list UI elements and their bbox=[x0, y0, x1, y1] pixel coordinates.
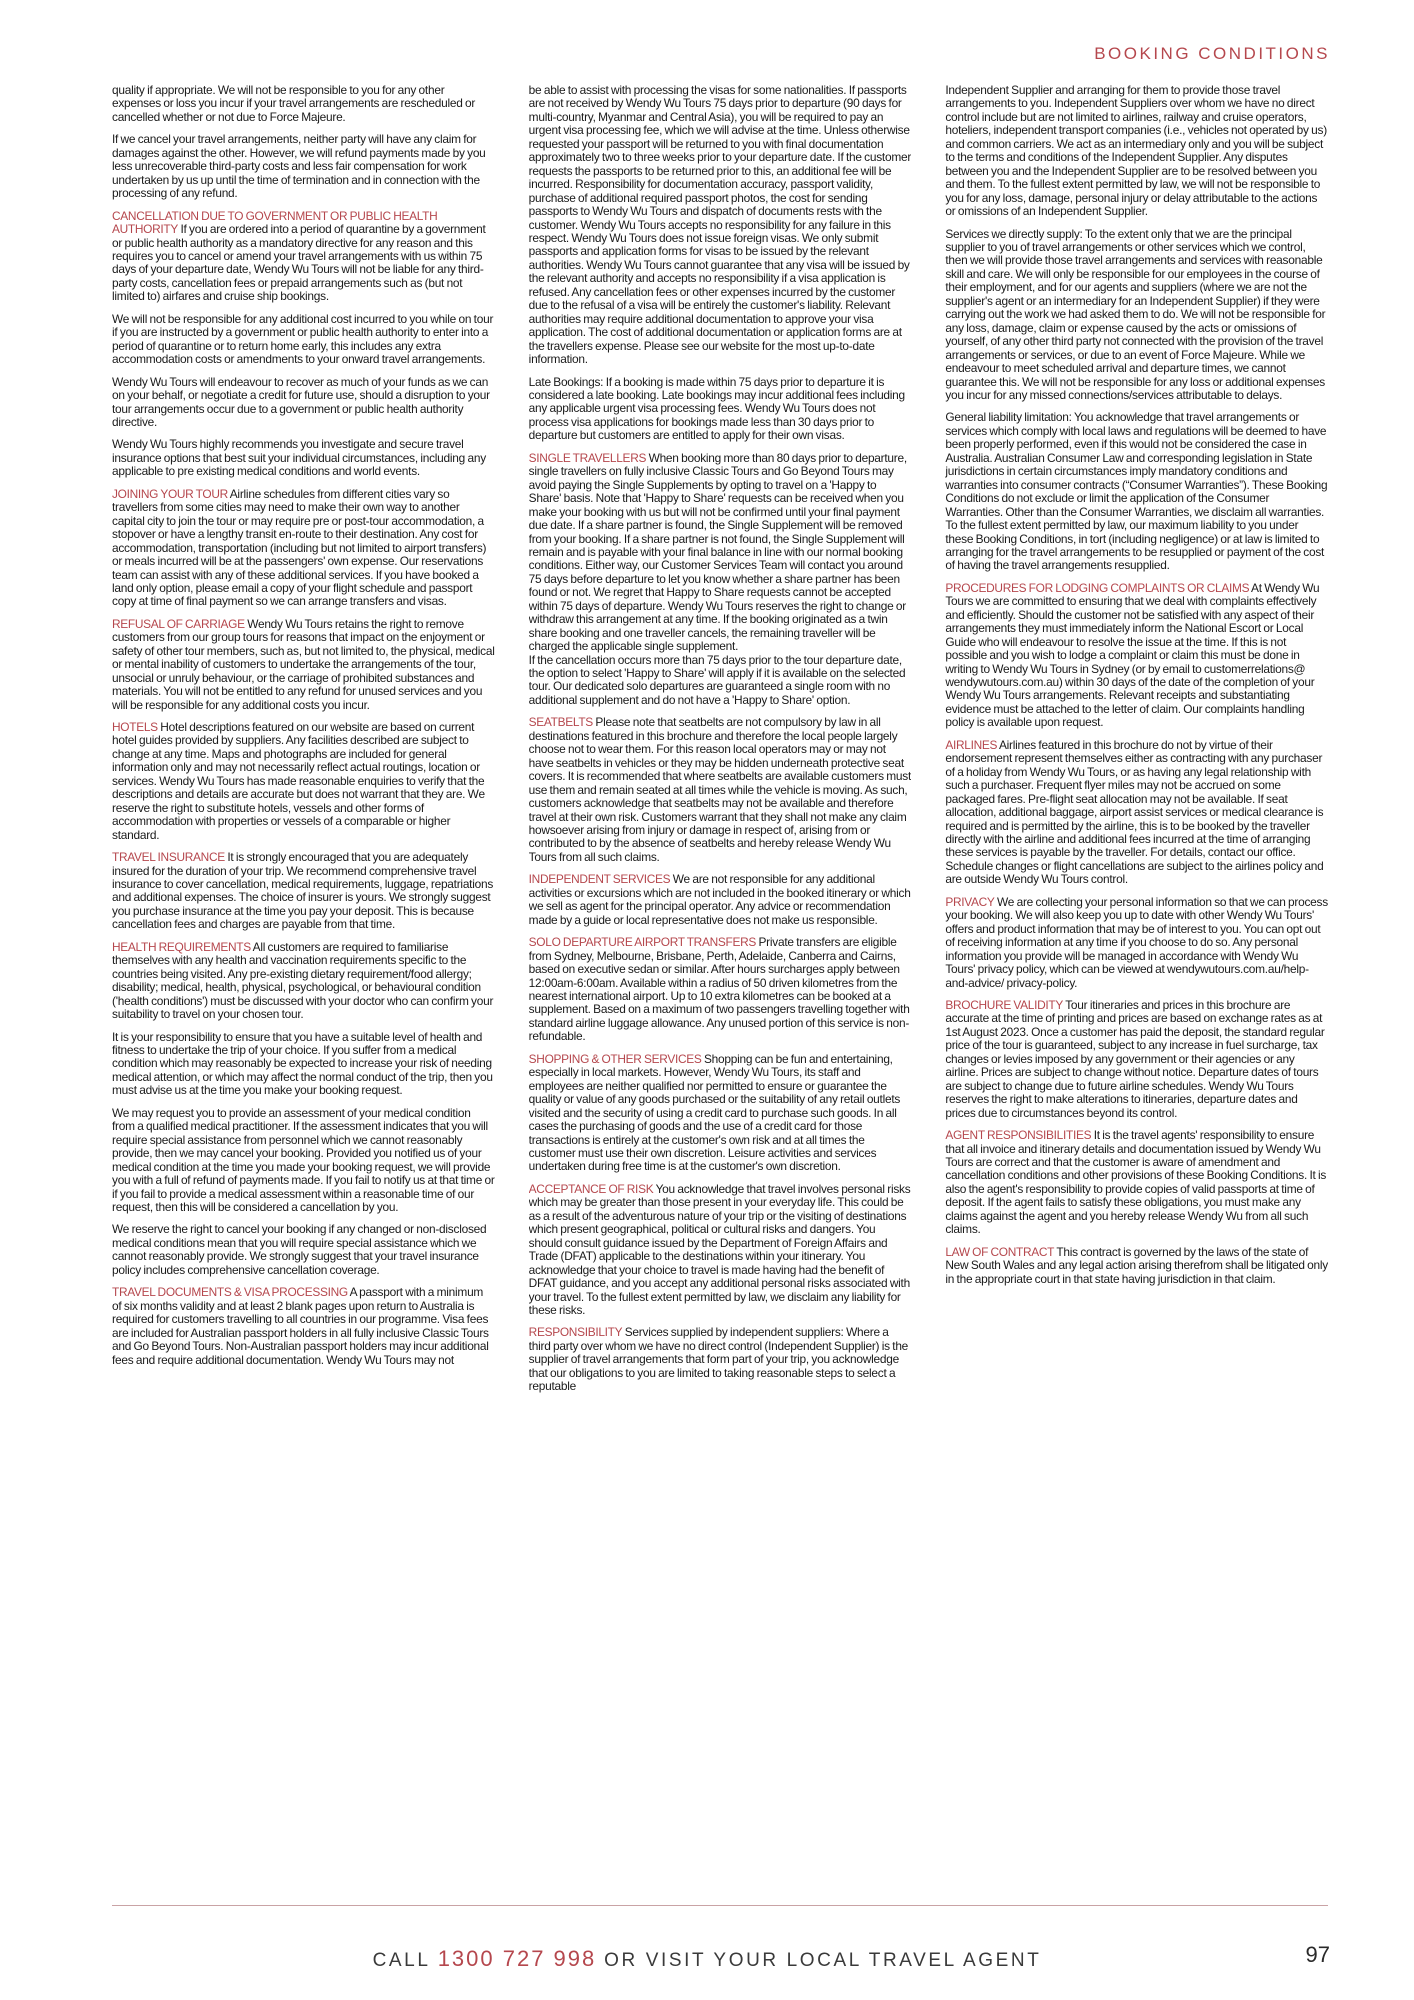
clause-body: Wendy Wu Tours will endeavour to recover as much of your funds as we can on your behalf, or negotiate a credit for future use, should a disruption to your tour arrangements occur due to a government or public health authority directive. bbox=[112, 374, 490, 429]
body-paragraph bbox=[529, 376, 912, 443]
booking-conditions-columns bbox=[112, 84, 1328, 1864]
body-paragraph bbox=[112, 1223, 495, 1277]
clause-paragraph bbox=[529, 452, 912, 654]
clause-paragraph bbox=[529, 716, 912, 864]
clause-heading: SEATBELTS bbox=[528, 715, 593, 730]
clause-heading: AIRLINES bbox=[945, 737, 998, 752]
clause-body: If we cancel your travel arrangements, neither party will have any claim for damages against the other. However, we will refund payments made by you less unrecoverable third-party costs and less fair compensation for work undertaken by us up until the time of termination and in connection with the processing of any refund. bbox=[112, 132, 486, 201]
clause-heading: REFUSAL OF CARRIAGE bbox=[112, 616, 245, 631]
clause-heading: ACCEPTANCE OF RISK bbox=[528, 1181, 654, 1196]
clause-paragraph bbox=[112, 488, 495, 609]
clause-paragraph bbox=[112, 210, 495, 304]
clause-heading: PROCEDURES FOR LODGING COMPLAINTS OR CLAIMS bbox=[945, 580, 1250, 595]
clause-body: be able to assist with processing the visas for some nationalities. If passports are not received by Wendy Wu Tours 75 days prior to departure (90 days for multi-country, Myanmar and Central Asia), you will be required to pay an urgent visa processing fee, which we will advise at the time. Unless otherwise requested your passport will be returned to you with final documentation approximately two to three weeks prior to your departure date. If the customer requests the passports to be returned prior to this, an additional fee will be incurred. Responsibility for documentation accuracy, passport validity, purchase of additional required passport photos, the cost for sending passports to Wendy Wu Tours and dispatch of documents rests with the customer. Wendy Wu Tours accepts no responsibility for any failure in this respect. Wendy Wu Tours does not issue foreign visas. We only submit passports and application forms for visas to be issued by the relevant authorities. Wendy Wu Tours cannot guarantee that any visa will be issued by the relevant authority and accepts no responsibility if a visa application is refused. Any cancellation fees or other expenses incurred by the customer due to the refusal of a visa will be entirely the customer's liability. Relevant authorities may require additional documentation to approve your visa application. The cost of additional documentation or application forms are at the travellers expense. Please see our website for the most up-to-date information. bbox=[528, 84, 912, 367]
clause-body: You acknowledge that travel involves personal risks which may be greater than those present in your everyday life. This could be as a result of the adventurous nature of your trip or the visiting of destinations which present geographical, political or cultural risks and dangers. You should consult guidance issued by the Department of Foreign Affairs and Trade (DFAT) applicable to the destinations within your itinerary. You acknowledge that your choice to travel is made having had the benefit of DFAT guidance, and you accept any additional personal risks associated with your travel. To the fullest extent permitted by law, we disclaim any liability for these risks. bbox=[528, 1181, 911, 1317]
clause-heading: AGENT RESPONSIBILITIES bbox=[945, 1128, 1092, 1143]
clause-body: Independent Supplier and arranging for them to provide those travel arrangements to you. Independent Suppliers over whom we have no direct control include but are not limited to airlines, railway and cruise operators, hoteliers, independent transport companies (i.e., vehicles not operated by us) and common carriers. We act as an intermediary only and you will be subject to the terms and conditions of the Independent Supplier. Any disputes between you and the Independent Supplier are to be resolved between you and them. To the fullest extent permitted by law, we will not be responsible to you for any loss, damage, personal injury or delay attributable to the actions or omissions of an Independent Supplier. bbox=[945, 84, 1327, 219]
clause-body: Services supplied by independent suppliers: Where a third party over whom we have no direct control (Independent Supplier) is the supplier of travel arrangements that form part of your trip, you acknowledge that our obligations to you are limited to taking reasonable steps to select a reputable bbox=[528, 1325, 909, 1394]
clause-body: It is strongly encouraged that you are adequately insured for the duration of your trip. We recommend comprehensive travel insurance to cover cancellation, medical requirements, luggage, repatriations and additional expenses. The choice of insurer is yours. We strongly suggest you purchase insurance at the time you pay your deposit. This is because cancellation fees and charges are payable from that time. bbox=[112, 850, 494, 932]
page-number: 97 bbox=[1305, 1942, 1330, 1967]
clause-body: All customers are required to familiarise themselves with any health and vaccination requirements specific to the countries being visited. Any pre-existing dietary requirement/food allergy; disability; medical, health, physical, psychological, or behavioural condition ('health conditions') must be discussed with your doctor who can confirm your suitability to travel on your chosen tour. bbox=[112, 939, 494, 1022]
section-title: BOOKING CONDITIONS bbox=[1094, 44, 1330, 63]
clause-paragraph bbox=[529, 873, 912, 927]
body-paragraph bbox=[945, 84, 1328, 219]
body-paragraph bbox=[529, 654, 912, 708]
clause-body: When booking more than 80 days prior to departure, single travellers on fully inclusive Classic Tours and Go Beyond Tours may avoid paying the Single Supplements by opting to travel on a 'Happy to Share' basis. Note that 'Happy to Share' requests can be received when you make your booking with us but will not be confirmed until your final payment due date. If a share partner is found, the Single Supplement will be removed from your booking. If a share partner is not found, the Single Supplement will remain and is payable with your final balance in line with our normal booking conditions. Either way, our Customer Services Team will contact you around 75 days before departure to let you know whether a share partner has been found or not. We regret that Happy to Share requests cannot be accepted within 75 days of departure. Wendy Wu Tours reserves the right to change or withdraw this arrangement at any time. If the booking originated as a twin share booking and one traveller cancels, the remaining traveller will be charged the applicable single supplement. bbox=[528, 450, 907, 654]
clause-paragraph bbox=[945, 739, 1328, 887]
clause-paragraph bbox=[529, 936, 912, 1044]
clause-heading: HOTELS bbox=[112, 720, 158, 735]
clause-paragraph bbox=[945, 896, 1328, 990]
phone-number[interactable]: 1300 727 998 bbox=[437, 1946, 597, 1971]
clause-body: Hotel descriptions featured on our website are based on current hotel guides provided by suppliers. Any facilities described are subject to change at any time. Maps and photographs are included for general information only and may not necessarily reflect actual routings, location or services. Wendy Wu Tours has made reasonable enquiries to verify that the descriptions and details are accurate but does not warrant that they are. We reserve the right to substitute hotels, vessels and other forms of accommodation with properties or vessels of a comparable or higher standard. bbox=[112, 720, 485, 842]
body-paragraph bbox=[112, 313, 495, 367]
clause-body: A passport with a minimum of six months validity and at least 2 blank pages upon return to Australia is required for customers travelling to all countries in our programme. Visa fees are included for Australian passport holders in all fully inclusive Classic Tours and Go Beyond Tours. Non-Australian passport holders may incur additional fees and require additional documentation. Wendy Wu Tours may not bbox=[112, 1285, 489, 1367]
clause-body: quality if appropriate. We will not be responsible to you for any other expenses or loss you incur if your travel arrangements are rescheduled or cancelled whether or not due to Force Majeure. bbox=[112, 84, 476, 124]
clause-paragraph bbox=[112, 941, 495, 1022]
footer-contact-line bbox=[0, 1946, 1414, 1972]
clause-body: We are not responsible for any additional activities or excursions which are not included in the booked itinerary or which we sell as agent for the principal operator. Any advice or recommendation made by a guide or local representative does not make us responsible. bbox=[528, 872, 911, 927]
body-paragraph bbox=[112, 438, 495, 478]
clause-body: We may request you to provide an assessment of your medical condition from a qualified medical practitioner. If the assessment indicates that you will require special assistance from personnel which we cannot reasonably provide, then we may cancel your booking. Provided you notified us of your medical condition at the time you made your booking request, we will provide you with a full of refund of payments made. If you fail to notify us at that time or if you fail to provide a medical assessment within a reasonable time of our request, then this will be considered a cancellation by you. bbox=[112, 1105, 495, 1214]
body-paragraph bbox=[945, 411, 1328, 572]
clause-body: It is the travel agents' responsibility to ensure that all invoice and itinerary details and documentation issued by Wendy Wu Tours are correct and that the customer is aware of amendment and cancellation conditions and other provisions of these Booking Conditions. It is also the agent's responsibility to provide copies of valid passports at time of deposit. If the agent fails to satisfy these obligations, you must make any claims against the agent and you hereby release Wendy Wu from all such claims. bbox=[945, 1128, 1327, 1237]
body-paragraph bbox=[112, 1107, 495, 1215]
clause-paragraph bbox=[529, 1183, 912, 1318]
clause-paragraph bbox=[945, 999, 1328, 1120]
clause-paragraph bbox=[112, 721, 495, 842]
clause-paragraph bbox=[112, 1286, 495, 1367]
clause-body: Late Bookings: If a booking is made within 75 days prior to departure it is considered a late booking. Late bookings may incur additional fees including any applicable urgent visa processing fees. Wendy Wu Tours does not process visa applications for bookings made less than 30 days prior to departure but customers are entitled to apply for their own visas. bbox=[528, 374, 905, 443]
body-paragraph bbox=[945, 228, 1328, 403]
clause-body: Wendy Wu Tours retains the right to remove customers from our group tours for reasons that impact on the enjoyment or safety of other tour members, such as, but not limited to, the physical, medical or mental inability of customers to undertake the arrangements of the tour, unsocial or unruly behaviour, or the carriage of prohibited substances and materials. You will not be entitled to any refund for unused services and you will be responsible for any additional costs you incur. bbox=[112, 616, 495, 712]
clause-paragraph bbox=[529, 1053, 912, 1174]
clause-paragraph bbox=[112, 851, 495, 932]
body-paragraph bbox=[529, 84, 912, 367]
body-paragraph bbox=[112, 84, 495, 124]
clause-paragraph bbox=[945, 1129, 1328, 1237]
clause-body: Wendy Wu Tours highly recommends you investigate and secure travel insurance options that best suit your individual circumstances, including any applicable to pre existing medical conditions and world events. bbox=[112, 437, 486, 479]
visit-agent-label: OR VISIT YOUR LOCAL TRAVEL AGENT bbox=[604, 1950, 1042, 1971]
footer-divider bbox=[112, 1905, 1328, 1906]
text-column-2 bbox=[529, 84, 912, 1864]
clause-heading: RESPONSIBILITY bbox=[528, 1325, 623, 1340]
clause-paragraph bbox=[945, 1246, 1328, 1286]
clause-heading: TRAVEL DOCUMENTS & VISA PROCESSING bbox=[112, 1285, 348, 1300]
clause-paragraph bbox=[945, 582, 1328, 730]
clause-paragraph bbox=[112, 618, 495, 712]
clause-heading: TRAVEL INSURANCE bbox=[112, 850, 225, 865]
clause-paragraph bbox=[529, 1326, 912, 1393]
clause-heading: INDEPENDENT SERVICES bbox=[528, 872, 671, 887]
clause-body: We will not be responsible for any additional cost incurred to you while on tour if you are instructed by a government or public health authority to enter into a period of quarantine or to return home early, this includes any extra accommodation costs or amendments to your onward travel arrangements. bbox=[112, 311, 494, 367]
clause-body: General liability limitation: You acknowledge that travel arrangements or services which comply with local laws and regulations will be deemed to have been properly performed, even if this would not be considered the case in Australia. Australian Consumer Law and corresponding legislation in State jurisdictions in certain circumstances imply mandatory conditions and warranties into consumer contracts (“Consumer Warranties”). These Booking Conditions do not exclude or limit the application of the Consumer Warranties. Other than the Consumer Warranties, we disclaim all warranties. To the fullest extent permitted by law, our maximum liability to you under these Booking Conditions, in tort (including negligence) or at law is limited to arranging for the travel arrangements to be resupplied or payment of the cost of having the travel arrangements resupplied. bbox=[945, 410, 1328, 573]
clause-heading: SOLO DEPARTURE AIRPORT TRANSFERS bbox=[528, 935, 757, 950]
clause-body: At Wendy Wu Tours we are committed to ensuring that we deal with complaints effectively and efficiently. Should the customer not be satisfied with any aspect of their arrangements they must immediately inform the National Escort or Local Guide who will endeavour to resolve the issue at the time. If this is not possible and you wish to lodge a complaint or claim this must be done in writing to Wendy Wu Tours in Sydney (or by email to customerrelations@ wendywutours.com.au) within 30 days of the date of the completion of your Wendy Wu Tours arrangements. Relevant receipts and substantiating evidence must be attached to the letter of claim. Our complaints handling policy is available upon request. bbox=[945, 580, 1320, 730]
call-label: CALL bbox=[372, 1950, 430, 1971]
clause-body: This contract is governed by the laws of the state of New South Wales and any legal action arising therefrom shall be litigated only in the appropriate court in that state having jurisdiction in that claim. bbox=[945, 1244, 1328, 1286]
clause-heading: SINGLE TRAVELLERS bbox=[528, 450, 647, 465]
clause-body: Airlines featured in this brochure do not by virtue of their endorsement represent themselves either as contracting with any purchaser of a holiday from Wendy Wu Tours, or as having any legal relationship with such a purchaser. Frequent flyer miles may not be accrued on some packaged fares. Pre-flight seat allocation may not be available. If seat allocation, additional baggage, airport assist services or medical clearance is required and is permitted by the airline, this is to be booked by the traveller directly with the airline and additional fees incurred at the time of arranging these services is payable by the traveller. For details, contact our office. Schedule changes or flight cancellations are subject to the airlines policy and are outside Wendy Wu Tours control. bbox=[945, 737, 1324, 887]
body-paragraph bbox=[112, 1031, 495, 1098]
clause-heading: BROCHURE VALIDITY bbox=[945, 998, 1063, 1012]
clause-body: Private transfers are eligible from Sydney, Melbourne, Brisbane, Perth, Adelaide, Canberra and Cairns, based on executive sedan or similar. After hours surcharges apply between 12:00am-6:00am. Available within a radius of 50 driven kilometres from the nearest international airport. Up to 10 extra kilometres can be booked at a supplement. Based on a maximum of two passengers travelling together with standard airline luggage allowance. Any unused portion of this service is non-refundable. bbox=[528, 935, 910, 1044]
clause-heading: JOINING YOUR TOUR bbox=[112, 486, 228, 501]
clause-body: Airline schedules from different cities vary so travellers from some cities may need to make their own way to another capital city to join the tour or may require pre or post-tour accommodation, a stopover or have a lengthy transit en-route to their destination. Any cost for accommodation, transportation (including but not limited to airport transfers) or meals incurred will be at the passengers' own expense. Our reservations team can assist with any of these additional services. If you have booked a land only option, please email a copy of your flight schedule and passport copy at time of final payment so we can arrange transfers and visas. bbox=[112, 486, 487, 609]
text-column-1 bbox=[112, 84, 495, 1864]
clause-heading: CANCELLATION DUE TO GOVERNMENT OR PUBLIC HEALTH AUTHORITY bbox=[112, 208, 438, 237]
clause-body: It is your responsibility to ensure that you have a suitable level of health and fitness to undertake the trip of your choice. If you suffer from a medical condition which may reasonably be expected to increase your risk of needing medical attention, or which may affect the normal conduct of the trip, then you must advise us at the time you make your booking request. bbox=[112, 1029, 493, 1098]
text-column-3 bbox=[945, 84, 1328, 1864]
clause-body: We are collecting your personal information so that we can process your booking. We will also keep you up to date with other Wendy Wu Tours' offers and product information that may be of interest to you. You can opt out of receiving information at any time if you choose to do so. Any personal information you provide will be managed in accordance with Wendy Wu Tours' privacy policy, which can be viewed at wendywutours.com.au/help-and-advice/ privacy-policy. bbox=[945, 894, 1328, 990]
clause-body: Services we directly supply: To the extent only that we are the principal supplier to you of travel arrangements or other services which we control, then we will provide those travel arrangements and services with reasonable skill and care. We will only be responsible for our employees in the course of their employment, and for our agents and suppliers (where we are not the supplier's agent or an intermediary for an Independent Supplier) if they were carrying out the work we had asked them to do. We will not be responsible for any loss, damage, claim or expense caused by the acts or omissions of yourself, of any other third party not connected with the provision of the travel arrangements or services, or due to an event of Force Majeure. While we endeavour to meet scheduled arrival and departure times, we cannot guarantee this. We will not be responsible for any loss or additional expenses you incur for any missed connections/services attributable to delays. bbox=[945, 226, 1326, 402]
clause-body: If the cancellation occurs more than 75 days prior to the tour departure date, the option to select 'Happy to Share' will apply if it is available on the selected tour. Our dedicated solo departures are guaranteed a single room with no additional supplement and do not have a 'Happy to Share' option. bbox=[528, 652, 906, 707]
clause-body: Please note that seatbelts are not compulsory by law in all destinations featured in this brochure and therefore the local people largely choose not to wear them. For this reason local operators may or may not have seatbelts in vehicles or they may be hidden underneath protective seat covers. It is recommended that where seatbelts are available customers must use them and remain seated at all times while the vehicle is moving. As such, customers acknowledge that seatbelts may not be available and therefore travel at their own risk. Customers warrant that they shall not make any claim howsoever arising from injury or damage in respect of, arising from or contributed to by the absence of seatbelts and hereby release Wendy Wu Tours from all such claims. bbox=[528, 715, 912, 864]
clause-heading: PRIVACY bbox=[945, 894, 995, 909]
body-paragraph bbox=[112, 376, 495, 430]
clause-heading: LAW OF CONTRACT bbox=[945, 1244, 1055, 1259]
clause-body: Shopping can be fun and entertaining, especially in local markets. However, Wendy Wu Tours, its staff and employees are neither qualified nor permitted to ensure or guarantee the quality or value of any goods purchased or the suitability of any retail outlets visited and the security of using a credit card to purchase such goods. In all cases the purchasing of goods and the use of a credit card for those transactions is entirely at the customer's own risk and at all times the customer must use their own discretion. Leisure activities and services undertaken during free time is at the customer's own discretion. bbox=[528, 1051, 901, 1174]
clause-body: Tour itineraries and prices in this brochure are accurate at the time of printing and prices are based on exchange rates as at 1st August 2023. Once a customer has paid the deposit, the standard regular price of the tour is guaranteed, subject to any increase in fuel surcharge, tax changes or levies imposed by any government or their agencies or any airline. Prices are subject to change without notice. Departure dates of tours are subject to change due to future airline schedules. Wendy Wu Tours reserves the right to make alterations to itineraries, departure dates and prices due to circumstances beyond its control. bbox=[945, 998, 1325, 1120]
clause-heading: HEALTH REQUIREMENTS bbox=[112, 939, 251, 954]
clause-body: If you are ordered into a period of quarantine by a government or public health authority as a mandatory directive for any reason and this requires you to cancel or amend your travel arrangements with us within 75 days of your departure date, Wendy Wu Tours will not be liable for any third-party costs, cancellation fees or prepaid arrangements such as (but not limited to) airfares and cruise ship bookings. bbox=[112, 222, 486, 304]
clause-heading: SHOPPING & OTHER SERVICES bbox=[528, 1051, 702, 1066]
body-paragraph bbox=[112, 133, 495, 200]
clause-body: We reserve the right to cancel your booking if any changed or non-disclosed medical conditions mean that you will require special assistance which we cannot reasonably provide. We strongly suggest that your travel insurance policy includes comprehensive cancellation coverage. bbox=[112, 1222, 487, 1277]
